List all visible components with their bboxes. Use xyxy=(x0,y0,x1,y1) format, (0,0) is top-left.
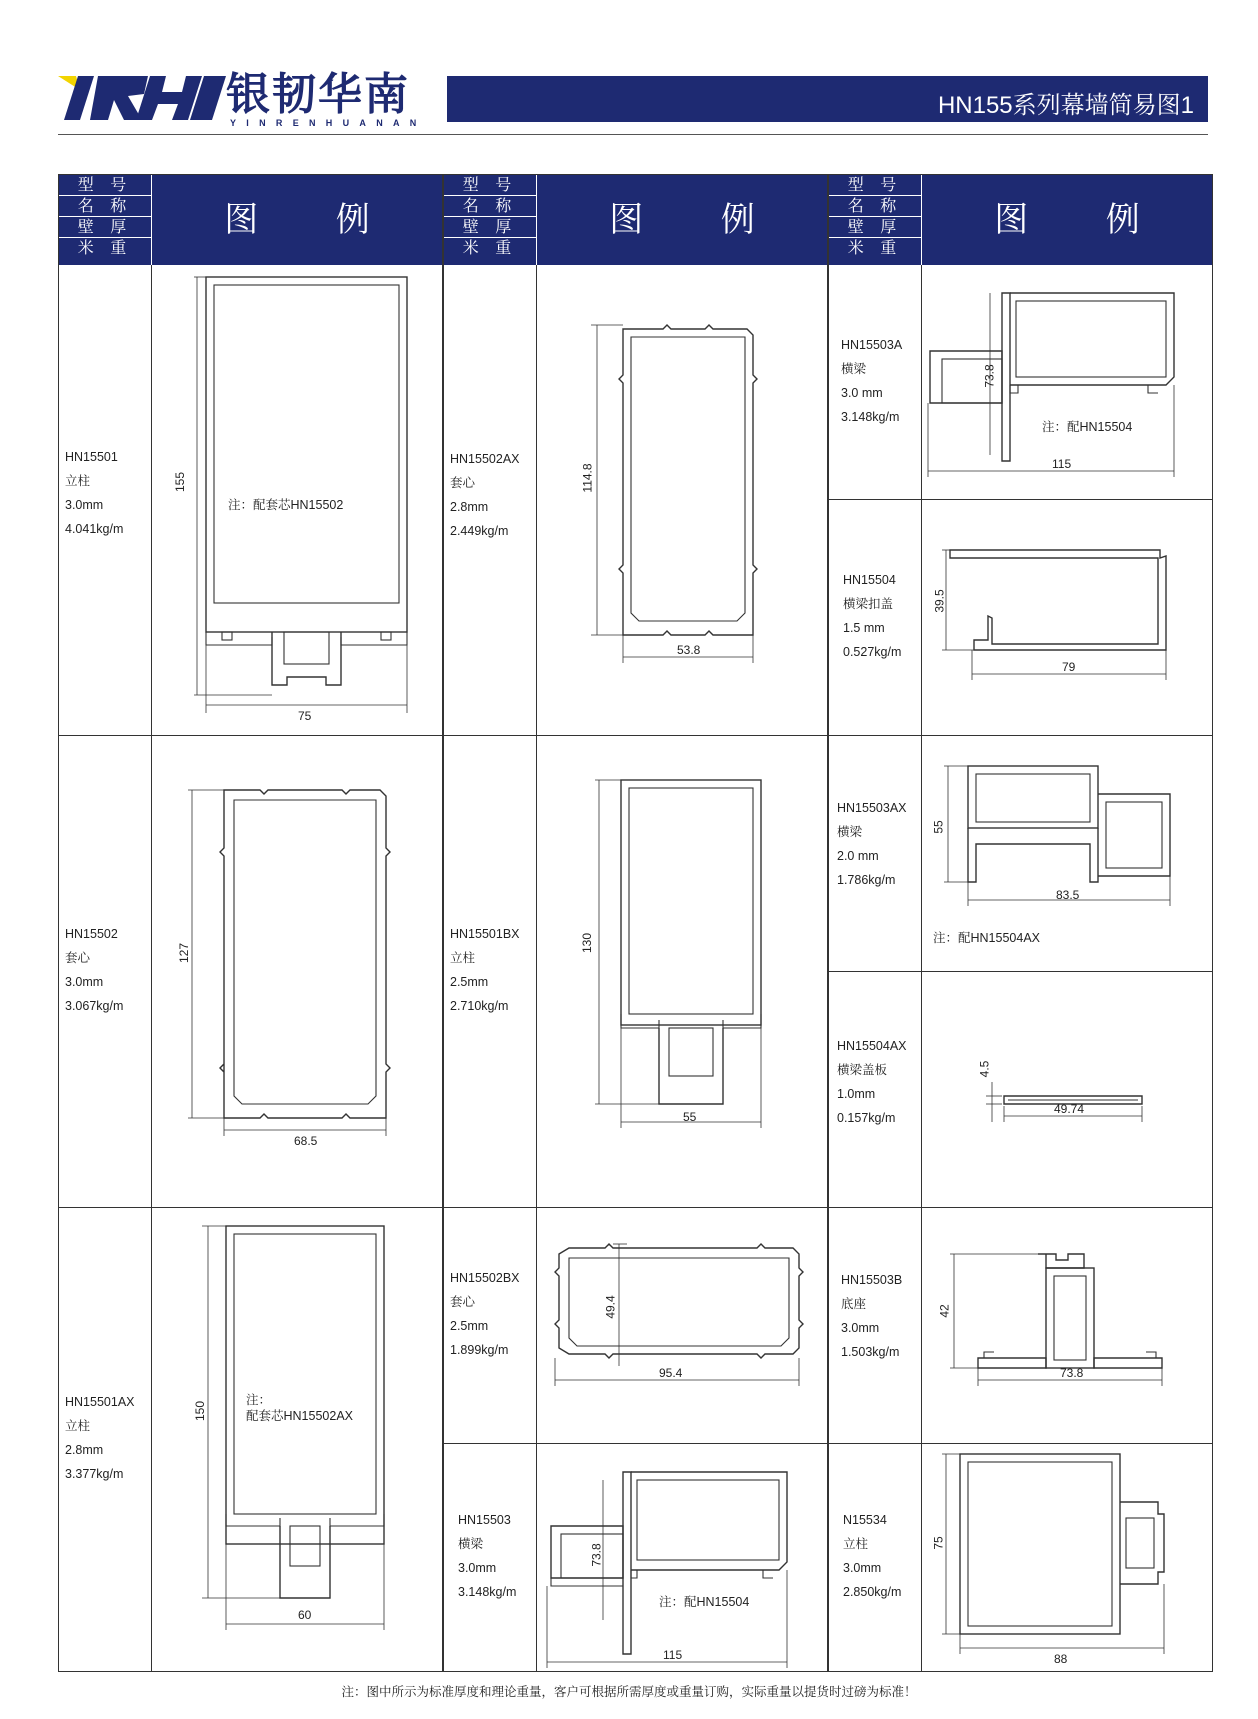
profile-drawing xyxy=(152,736,442,1207)
logo-mark-icon xyxy=(58,72,228,124)
profile-weight: 3.377kg/m xyxy=(65,1467,124,1481)
title-bar xyxy=(447,76,1208,122)
profile-drawing xyxy=(537,736,827,1207)
profile-cell-hn15503ax xyxy=(829,735,1212,971)
profile-info xyxy=(843,568,927,664)
label-weight: 米 重 xyxy=(462,240,518,257)
page-title: HN155系列幕墙简易图1 xyxy=(937,92,1194,119)
profile-cell-hn15503b xyxy=(829,1207,1212,1443)
profile-name: 套心 xyxy=(65,951,91,965)
panel-3 xyxy=(828,174,1213,1672)
profile-model: N15534 xyxy=(843,1513,887,1527)
profile-cell-hn15501bx xyxy=(444,735,827,1207)
profile-name: 立柱 xyxy=(65,474,91,488)
profile-name: 底座 xyxy=(841,1297,867,1311)
dimension-width: 49.74 xyxy=(1054,1102,1085,1116)
profile-note: 注：配套芯HN15502 xyxy=(228,498,344,512)
profile-name: 横梁 xyxy=(841,362,867,376)
dimension-height: 114.8 xyxy=(580,463,595,493)
label-name: 名 称 xyxy=(444,196,536,217)
profile-thickness: 3.0mm xyxy=(65,498,104,512)
profile-name: 横梁 xyxy=(837,825,863,839)
profile-drawing xyxy=(922,1444,1212,1673)
profile-drawing-svg xyxy=(922,500,1212,735)
profile-drawing xyxy=(152,265,442,735)
profile-info xyxy=(450,1266,534,1362)
profile-drawing xyxy=(922,265,1212,499)
profile-info xyxy=(450,447,534,543)
dimension-width: 55 xyxy=(683,1110,697,1124)
profile-thickness: 2.0 mm xyxy=(837,849,879,863)
label-name: 名 称 xyxy=(829,196,921,217)
header-labels xyxy=(444,175,536,265)
profile-weight: 1.503kg/m xyxy=(841,1345,900,1359)
profile-name: 套心 xyxy=(450,476,476,490)
profile-name: 套心 xyxy=(450,1295,476,1309)
label-thickness: 壁 厚 xyxy=(444,217,536,238)
legend-heading: 图 例 xyxy=(922,175,1212,265)
profile-model: HN15504AX xyxy=(837,1039,907,1053)
profile-drawing xyxy=(537,265,827,735)
profile-info xyxy=(841,1268,925,1364)
profile-cell-hn15504ax xyxy=(829,971,1212,1207)
profile-weight: 3.148kg/m xyxy=(841,410,900,424)
profile-thickness: 3.0 mm xyxy=(841,386,883,400)
profile-drawing-svg xyxy=(537,736,827,1207)
profile-info xyxy=(458,1508,542,1604)
profile-note: 注：配HN15504AX xyxy=(933,931,1040,945)
profile-thickness: 1.0mm xyxy=(837,1087,876,1101)
dimension-height: 4.5 xyxy=(977,1060,992,1078)
profile-model: HN15502AX xyxy=(450,452,520,466)
legend-heading: 图 例 xyxy=(152,175,442,265)
label-weight: 米 重 xyxy=(847,240,903,257)
profile-drawing xyxy=(922,500,1212,735)
profile-model: HN15504 xyxy=(843,573,896,587)
logo-chinese-name: 银韧华南 xyxy=(226,69,410,120)
profile-weight: 0.527kg/m xyxy=(843,645,902,659)
profile-name: 立柱 xyxy=(65,1419,91,1433)
profile-cell-hn15501ax xyxy=(59,1207,442,1673)
profile-model: HN15501 xyxy=(65,450,118,464)
profile-drawing xyxy=(537,1208,827,1443)
profile-info xyxy=(65,922,149,1018)
profile-cell-hn15502bx xyxy=(444,1207,827,1443)
logo-english-name: YINRENHUANAN xyxy=(230,118,427,128)
profile-note-line-2: 配套芯HN15502AX xyxy=(246,1409,353,1423)
dimension-width: 68.5 xyxy=(294,1134,318,1148)
dimension-width: 88 xyxy=(1054,1652,1068,1666)
profile-info xyxy=(837,796,921,892)
profile-name: 立柱 xyxy=(450,951,476,965)
profile-name: 立柱 xyxy=(843,1537,869,1551)
profile-cell-hn15504 xyxy=(829,499,1212,735)
dimension-width: 60 xyxy=(298,1608,312,1622)
profile-info xyxy=(843,1508,927,1604)
dimension-width: 95.4 xyxy=(659,1366,683,1380)
profile-name: 横梁 xyxy=(458,1537,484,1551)
profile-model: HN15503A xyxy=(841,338,903,352)
dimension-width: 53.8 xyxy=(677,643,701,657)
profile-model: HN15503AX xyxy=(837,801,907,815)
profile-drawing-svg xyxy=(152,1208,442,1673)
profile-cell-hn15503a xyxy=(829,265,1212,499)
profile-cell-hn15502ax xyxy=(444,265,827,735)
profile-weight: 2.850kg/m xyxy=(843,1585,902,1599)
dimension-height: 130 xyxy=(580,932,595,954)
header-rule xyxy=(58,134,1208,135)
dimension-height: 49.4 xyxy=(603,1295,618,1319)
profile-model: HN15502 xyxy=(65,927,118,941)
profile-drawing xyxy=(537,1444,827,1673)
profile-note: 注：配HN15504 xyxy=(1042,420,1133,434)
profile-drawing-svg xyxy=(537,1208,827,1443)
profile-thickness: 2.8mm xyxy=(65,1443,104,1457)
profile-info xyxy=(65,445,149,541)
profile-note: 注：配HN15504 xyxy=(659,1595,750,1609)
profile-info xyxy=(450,922,534,1018)
dimension-height: 155 xyxy=(173,471,188,493)
profile-drawing-svg xyxy=(537,265,827,735)
profile-cell-hn15502 xyxy=(59,735,442,1207)
profile-cell-hn15501 xyxy=(59,265,442,735)
profile-weight: 3.067kg/m xyxy=(65,999,124,1013)
dimension-width: 75 xyxy=(298,709,312,723)
label-model: 型 号 xyxy=(444,175,536,196)
brand-logo xyxy=(58,69,428,128)
panel-2 xyxy=(443,174,828,1672)
dimension-height: 39.5 xyxy=(932,589,947,613)
profile-name: 横梁盖板 xyxy=(837,1063,888,1077)
dimension-width: 79 xyxy=(1062,660,1076,674)
profile-model: HN15501BX xyxy=(450,927,520,941)
profile-cell-hn15503 xyxy=(444,1443,827,1673)
profile-drawing-svg xyxy=(922,1444,1212,1673)
footer-note: 注：图中所示为标准厚度和理论重量，客户可根据所需厚度或重量订购，实际重量以提货时过磅为标准！ xyxy=(341,1685,917,1699)
profile-drawing-svg xyxy=(922,972,1212,1207)
profile-name: 横梁扣盖 xyxy=(843,597,894,611)
label-name: 名 称 xyxy=(59,196,151,217)
profile-drawing xyxy=(152,1208,442,1673)
profile-drawing-svg xyxy=(537,1444,827,1673)
profile-drawing-svg xyxy=(922,1208,1212,1443)
header-labels xyxy=(829,175,921,265)
profile-thickness: 2.5mm xyxy=(450,975,489,989)
profile-thickness: 1.5 mm xyxy=(843,621,885,635)
profile-weight: 2.710kg/m xyxy=(450,999,509,1013)
dimension-height: 127 xyxy=(177,942,192,964)
profile-model: HN15503B xyxy=(841,1273,903,1287)
profile-thickness: 3.0mm xyxy=(65,975,104,989)
profile-model: HN15502BX xyxy=(450,1271,520,1285)
profile-info xyxy=(841,333,925,429)
profile-weight: 2.449kg/m xyxy=(450,524,509,538)
dimension-height: 150 xyxy=(193,1400,208,1422)
header-labels xyxy=(59,175,151,265)
profile-thickness: 2.8mm xyxy=(450,500,489,514)
label-weight: 米 重 xyxy=(77,240,133,257)
profile-weight: 1.899kg/m xyxy=(450,1343,509,1357)
profile-weight: 4.041kg/m xyxy=(65,522,124,536)
dimension-height: 73.8 xyxy=(589,1543,604,1567)
profile-thickness: 3.0mm xyxy=(458,1561,497,1575)
profile-info xyxy=(837,1034,921,1130)
profile-weight: 3.148kg/m xyxy=(458,1585,517,1599)
profile-thickness: 3.0mm xyxy=(843,1561,882,1575)
dimension-height: 42 xyxy=(937,1304,952,1318)
panel-1 xyxy=(58,174,443,1672)
dimension-height: 75 xyxy=(931,1536,946,1550)
label-thickness: 壁 厚 xyxy=(59,217,151,238)
profile-drawing xyxy=(922,972,1212,1207)
dimension-width: 73.8 xyxy=(1060,1366,1084,1380)
profile-weight: 1.786kg/m xyxy=(837,873,896,887)
dimension-height: 55 xyxy=(931,820,946,834)
label-model: 型 号 xyxy=(59,175,151,196)
profile-drawing xyxy=(922,1208,1212,1443)
dimension-height: 73.8 xyxy=(982,364,997,388)
label-model: 型 号 xyxy=(829,175,921,196)
dimension-width: 115 xyxy=(1052,457,1072,471)
label-thickness: 壁 厚 xyxy=(829,217,921,238)
profile-model: HN15501AX xyxy=(65,1395,135,1409)
profile-thickness: 2.5mm xyxy=(450,1319,489,1333)
profile-model: HN15503 xyxy=(458,1513,511,1527)
dimension-width: 83.5 xyxy=(1056,888,1080,902)
profile-thickness: 3.0mm xyxy=(841,1321,880,1335)
profile-cell-n15534 xyxy=(829,1443,1212,1673)
profile-weight: 0.157kg/m xyxy=(837,1111,896,1125)
profile-note-line-1: 注： xyxy=(246,1393,272,1407)
legend-heading: 图 例 xyxy=(537,175,827,265)
dimension-width: 115 xyxy=(663,1648,683,1662)
profile-info xyxy=(65,1390,149,1486)
